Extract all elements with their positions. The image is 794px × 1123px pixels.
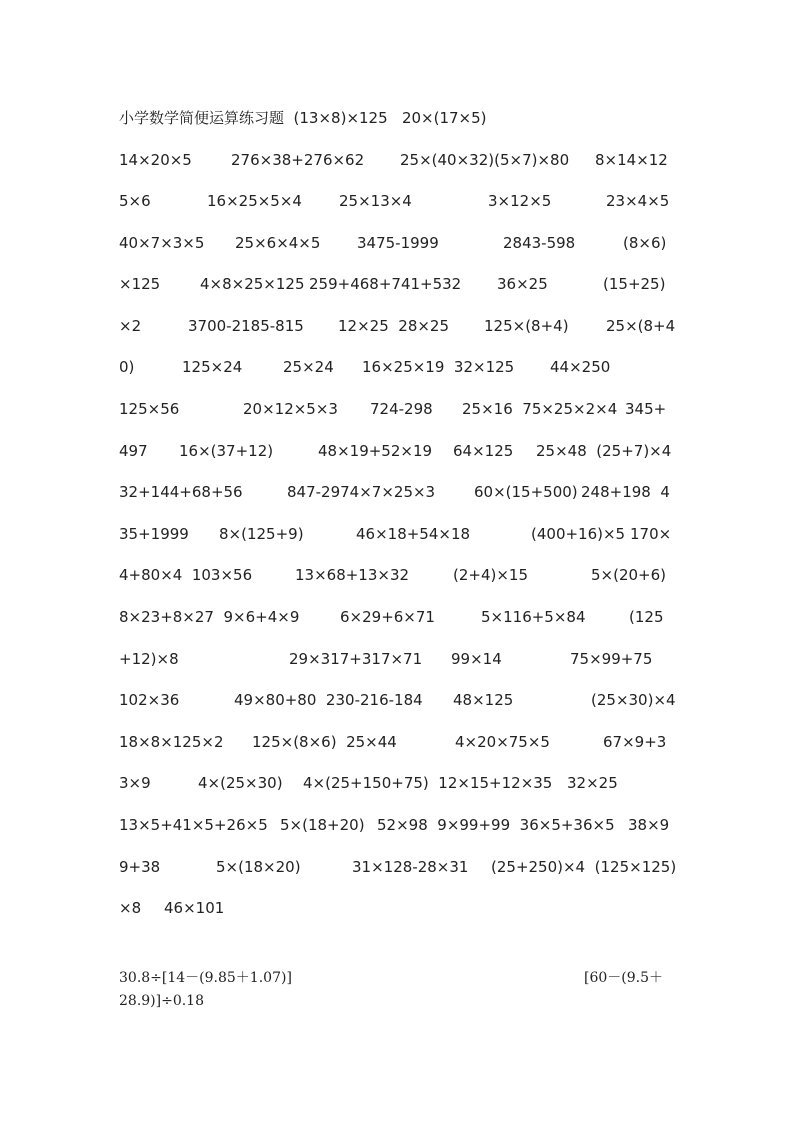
exercise-item: 16×25×5×4 xyxy=(207,192,302,210)
exercise-item: 345+ xyxy=(625,400,667,418)
exercise-item: 2843-598 xyxy=(503,234,576,252)
exercise-line xyxy=(119,564,679,586)
exercise-item: 25×13×4 xyxy=(339,192,412,210)
exercise-item: 20×12×5×3 xyxy=(243,400,338,418)
exercise-item: 32+144+68+56 xyxy=(119,483,243,501)
exercise-item: ×8 xyxy=(119,899,142,917)
exercise-item: 4+80×4 103×56 xyxy=(119,566,253,584)
exercise-line xyxy=(119,523,679,545)
exercise-line xyxy=(119,897,679,919)
exercise-line xyxy=(119,772,679,794)
exercise-item: 25×6×4×5 xyxy=(235,234,321,252)
exercise-item: (2+4)×15 xyxy=(453,566,529,584)
exercise-item: 60×(15+500) xyxy=(474,483,578,501)
exercise-item: 847-2974×7×25×3 xyxy=(287,483,436,501)
exercise-item: 25×(40×32)(5×7)×80 xyxy=(400,151,570,169)
exercise-item: 12×25 28×25 xyxy=(338,317,450,335)
exercise-item: 125×(8+4) xyxy=(484,317,569,335)
exercise-line xyxy=(119,273,679,295)
decimal-exercise-1: 30.8÷[14－(9.85＋1.07)] xyxy=(119,970,292,986)
exercise-item: 3475-1999 xyxy=(357,234,439,252)
exercise-item: (400+16)×5 xyxy=(531,525,626,543)
exercise-item: 40×7×3×5 xyxy=(119,234,205,252)
exercise-line xyxy=(119,356,679,378)
exercise-item: 25×24 xyxy=(283,358,334,376)
exercise-item: (25+250)×4 (125×125) xyxy=(491,858,677,876)
exercise-line xyxy=(119,814,679,836)
exercise-line xyxy=(119,606,679,628)
exercise-item: 259+468+741+532 xyxy=(309,275,462,293)
exercise-item: 16×25×19 32×125 xyxy=(362,358,515,376)
exercise-item: 125×(8×6) 25×44 xyxy=(252,733,397,751)
exercise-item: +12)×8 xyxy=(119,650,179,668)
exercise-item: (125 xyxy=(629,608,664,626)
exercise-line xyxy=(119,689,679,711)
exercise-line xyxy=(119,398,679,420)
exercise-item: 5×116+5×84 xyxy=(481,608,586,626)
exercise-item: 75×99+75 xyxy=(570,650,653,668)
exercise-item: 125×24 xyxy=(182,358,243,376)
exercise-item: 29×317+317×71 xyxy=(289,650,423,668)
exercise-line xyxy=(119,648,679,670)
decimal-exercise-2-start: [60－(9.5＋ xyxy=(584,970,664,986)
exercise-item: 3700-2185-815 xyxy=(188,317,304,335)
exercise-item: 4×(25+150+75) 12×15+12×35 xyxy=(303,774,553,792)
exercise-item: 724-298 xyxy=(370,400,433,418)
exercise-item: 36×25 xyxy=(497,275,548,293)
decimal-exercise-2-end: 28.9)]÷0.18 xyxy=(119,993,204,1009)
exercise-item: 6×29+6×71 xyxy=(340,608,435,626)
exercise-line xyxy=(119,856,679,878)
exercise-item: 8×23+8×27 9×6+4×9 xyxy=(119,608,300,626)
exercise-item: 8×14×12 xyxy=(595,151,668,169)
exercise-item: 4×20×75×5 xyxy=(455,733,550,751)
exercise-item: 8×(125+9) xyxy=(219,525,304,543)
exercise-item: 0) xyxy=(119,358,135,376)
exercise-item: 25×(8+4 xyxy=(606,317,676,335)
exercise-item: 3×9 xyxy=(119,774,151,792)
exercise-item: 52×98 9×99+99 36×5+36×5 xyxy=(377,816,615,834)
exercise-item: 38×9 xyxy=(628,816,670,834)
exercise-item: 35+1999 xyxy=(119,525,189,543)
exercise-item: 5×6 xyxy=(119,192,151,210)
exercise-item: 170× xyxy=(630,525,672,543)
exercise-item: 18×8×125×2 xyxy=(119,733,224,751)
exercise-item: (15+25) xyxy=(603,275,666,293)
exercise-item: 13×68+13×32 xyxy=(295,566,410,584)
exercise-line xyxy=(119,731,679,753)
exercise-line xyxy=(119,232,679,254)
exercise-item: 67×9+3 xyxy=(603,733,667,751)
exercise-item: (8×6) xyxy=(623,234,667,252)
worksheet-title: 小学数学简便运算练习题 (13×8)×125 20×(17×5) xyxy=(119,109,487,127)
exercise-item: 5×(20+6) xyxy=(591,566,667,584)
exercise-item: 23×4×5 xyxy=(606,192,670,210)
exercise-item: (25×30)×4 xyxy=(591,691,676,709)
exercise-line xyxy=(119,190,679,212)
exercise-item: 125×56 xyxy=(119,400,180,418)
exercise-item: 25×16 75×25×2×4 xyxy=(462,400,618,418)
exercise-item: 48×19+52×19 xyxy=(318,442,433,460)
exercise-line xyxy=(119,315,679,337)
exercise-item: 5×(18×20) xyxy=(216,858,301,876)
exercise-line xyxy=(119,440,679,462)
exercise-item: 32×25 xyxy=(567,774,618,792)
exercise-item: 31×128-28×31 xyxy=(352,858,469,876)
exercise-item: 46×18+54×18 xyxy=(356,525,471,543)
exercise-item: 16×(37+12) xyxy=(179,442,274,460)
exercise-item: 9+38 xyxy=(119,858,161,876)
exercise-line xyxy=(119,149,679,171)
exercise-item: 13×5+41×5+26×5 xyxy=(119,816,268,834)
exercise-item: 14×20×5 xyxy=(119,151,192,169)
exercise-item: 4×8×25×125 xyxy=(200,275,305,293)
exercise-item: ×125 xyxy=(119,275,161,293)
exercise-line xyxy=(119,107,679,129)
exercise-item: 102×36 xyxy=(119,691,180,709)
exercise-line xyxy=(119,481,679,503)
exercise-item: 276×38+276×62 xyxy=(231,151,365,169)
exercise-item: 497 xyxy=(119,442,148,460)
exercise-item: 248+198 4 xyxy=(581,483,670,501)
exercise-item: 44×250 xyxy=(550,358,611,376)
exercise-item: 99×14 xyxy=(451,650,502,668)
exercise-item: 49×80+80 230-216-184 xyxy=(234,691,423,709)
exercise-item: 46×101 xyxy=(164,899,225,917)
exercise-item: 64×125 xyxy=(453,442,514,460)
exercise-item: 48×125 xyxy=(453,691,514,709)
exercise-item: 3×12×5 xyxy=(488,192,552,210)
exercise-item: 4×(25×30) xyxy=(198,774,283,792)
exercise-item: 25×48 (25+7)×4 xyxy=(536,442,672,460)
exercise-item: 5×(18+20) xyxy=(280,816,365,834)
exercise-item: ×2 xyxy=(119,317,142,335)
